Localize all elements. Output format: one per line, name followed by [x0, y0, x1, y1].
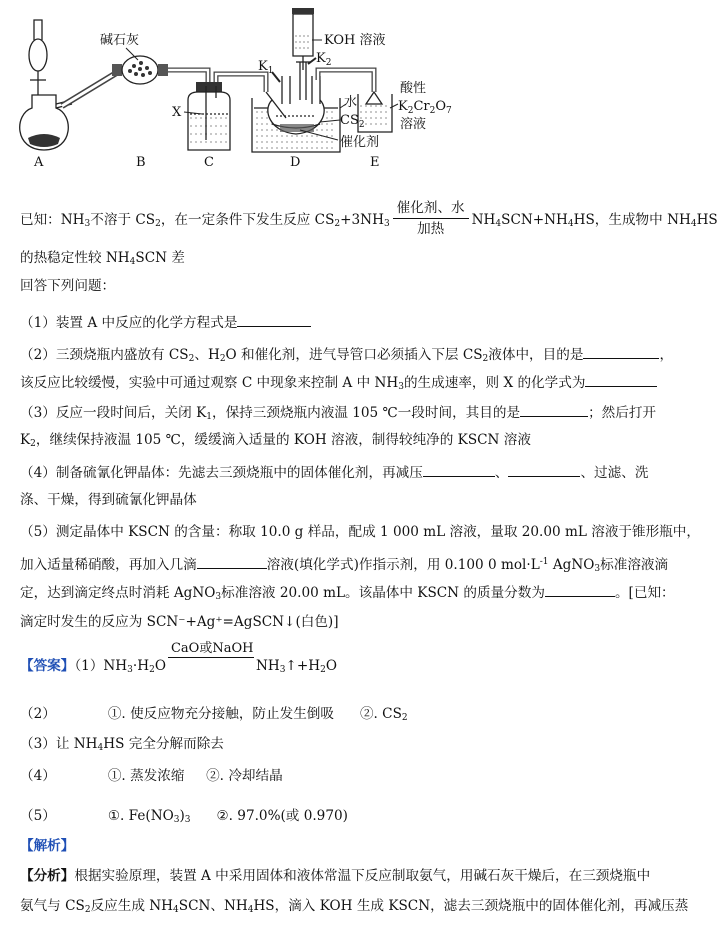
label-solution: 溶液	[400, 117, 427, 132]
question-5-line-2: 加入适量稀硝酸，再加入几滴 溶液(填化学式)作指示剂，用 0.100 0 $mol\cdot L^{-1}$ AgNO$_3$标准溶液滴	[20, 552, 678, 579]
drying-tube-b	[112, 48, 168, 84]
analysis-line-2: 氨气与 $CS_2$反应生成 $NH_4SCN$、$NH_4HS$，滴入 KOH 生成 KSCN，滤去三颈烧瓶中的固体催化剂，再减压蒸	[20, 898, 689, 915]
question-5-line-1: （5）测定晶体中 KSCN 的含量：称取 10.0 g 样品，配成 1 000 mL 溶液，量取 20.00 mL 溶液于锥形瓶中，	[20, 524, 700, 540]
known-line-1: 已知：$NH_3$不溶于 $CS_2$，在一定条件下发生反应 $CS_2+3NH_3$ $\frac{\text{催化剂、水}}{\text{加热}}$ $NH_4SCN+NH_4HS$，生成物中 $NH_4HS$	[20, 200, 718, 237]
label-catalyst: 催化剂	[340, 135, 380, 150]
known-line-2: 的热稳定性较 $NH_4SCN$ 差	[20, 250, 185, 267]
label-k1: $K_1$	[258, 59, 274, 76]
label-k2: $K_2$	[316, 51, 332, 68]
analysis-tag: 【解析】	[20, 838, 75, 854]
question-2-line-1: （2）三颈烧瓶内盛放有 $CS_2$、$H_2O$ 和催化剂，进气导管口必须插入下层 $CS_2$液体中，目的是 ，	[20, 344, 678, 369]
question-5-line-4: 滴定时发生的反应为 SCN⁻+Ag⁺=AgSCN↓(白色)]	[20, 614, 339, 630]
answer-4: （4） ①. 蒸发浓缩 ②. 冷却结晶	[20, 768, 283, 784]
flask-a	[20, 20, 72, 150]
question-3-line-2: $K_2$，继续保持液温 105 ℃，缓缓滴入适量的 KOH 溶液，制得较纯净的 KSCN 溶液	[20, 432, 531, 449]
question-4-line-1: （4）制备硫氰化钾晶体：先滤去三颈烧瓶中的固体催化剂，再减压 、 、过滤、洗	[20, 462, 678, 483]
question-2-line-2: 该反应比较缓慢，实验中可通过观察 C 中现象来控制 A 中 $NH_3$的生成速率，则 X 的化学式为	[20, 372, 678, 397]
analysis-line-1: 【分析】根据实验原理，装置 A 中采用固体和液体常温下反应制取氨气，用碱石灰干燥后，在三颈烧瓶中	[20, 868, 651, 884]
label-k2cr2o7: $K_2Cr_2O_7$	[398, 99, 452, 116]
answer-1: 【答案】$(1)NH_3\cdot H_2O$ CaO或NaOH $NH_3↑+H_2O$	[20, 641, 337, 675]
label-a: A	[34, 155, 44, 170]
answer-intro: 回答下列问题：	[20, 278, 116, 294]
answer-tag: 【答案】	[20, 658, 75, 674]
answer-2: （2） ①. 使反应物充分接触，防止发生倒吸 ②. $CS_2$	[20, 706, 408, 723]
question-5-line-3: 定，达到滴定终点时消耗 AgNO$_3$标准溶液 20.00 mL。该晶体中 KSCN 的质量分数为 。[已知：	[20, 582, 678, 607]
reaction-condition: $\frac{\text{催化剂、水}}{\text{加热}}$	[393, 198, 469, 239]
answer-3: （3）让 $NH_4HS$ 完全分解而除去	[20, 736, 224, 753]
label-water: 水	[344, 95, 358, 110]
question-3-line-1: （3）反应一段时间后，关闭 $K_1$，保持三颈烧瓶内液温 105 ℃一段时间，其目的是 ；然后打开	[20, 402, 678, 427]
label-b: B	[136, 155, 146, 170]
answer-condition: CaO或NaOH	[168, 656, 254, 676]
label-acidic: 酸性	[400, 81, 427, 96]
answer-5: （5） ①. $Fe(NO_3)_3$ ②. 97.0%(或 0.970)	[20, 808, 348, 825]
question-1: （1）装置 A 中反应的化学方程式是	[20, 312, 678, 333]
apparatus-diagram	[0, 0, 692, 190]
wash-bottle-c	[184, 82, 230, 150]
label-x: X	[172, 105, 182, 120]
label-e: E	[370, 155, 380, 170]
label-c: C	[204, 155, 214, 170]
label-d: D	[290, 155, 301, 170]
label-koh-solution: KOH 溶液	[324, 33, 386, 48]
question-4-line-2: 涤、干燥，得到硫氰化钾晶体	[20, 492, 197, 508]
label-cs2: $CS_2$	[340, 113, 365, 130]
label-soda-lime: 碱石灰	[100, 33, 140, 48]
